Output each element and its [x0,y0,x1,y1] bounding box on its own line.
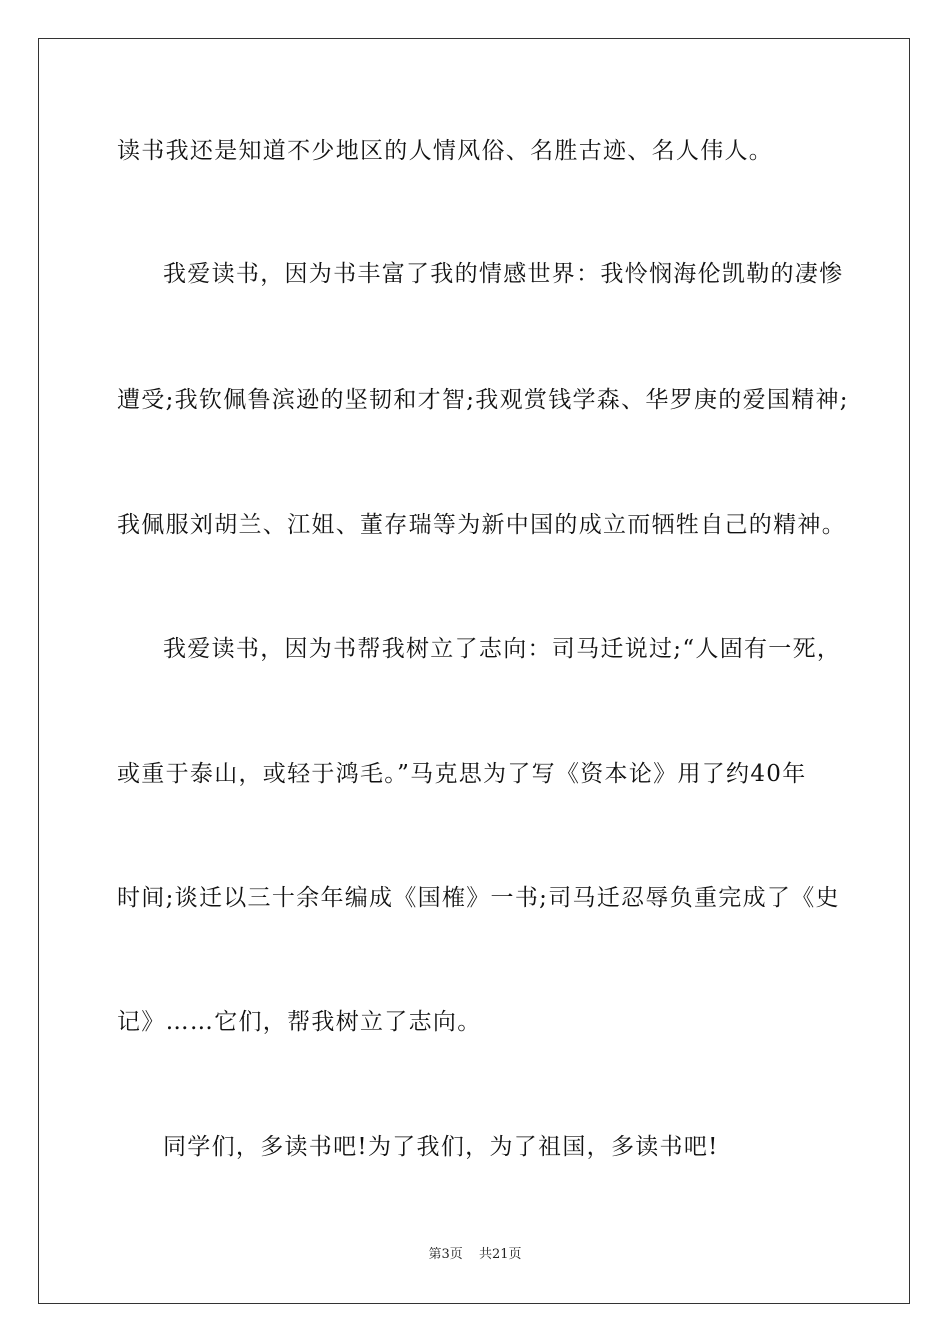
text-line: 我佩服刘胡兰、江姐、董存瑞等为新中国的成立而牺牲自己的精神。 [117,512,846,538]
text-line: 读书我还是知道不少地区的人情风俗、名胜古迹、名人伟人。 [117,138,774,164]
text-line: 或重于泰山，或轻于鸿毛。”马克思为了写《资本论》用了约40年 [117,761,807,787]
paragraph-start: 我爱读书，因为书帮我树立了志向：司马迁说过;“人固有一死， [163,636,842,662]
text-line: 记》……它们，帮我树立了志向。 [117,1009,482,1035]
page-border [38,38,910,1304]
paragraph-start: 我爱读书，因为书丰富了我的情感世界：我怜悯海伦凯勒的凄惨 [163,261,844,287]
paragraph-start: 同学们，多读书吧!为了我们，为了祖国，多读书吧! [163,1134,719,1160]
page-total: 共21页 [478,1247,522,1262]
text-line: 时间;谈迁以三十余年编成《国榷》一书;司马迁忍辱负重完成了《史 [117,885,840,911]
page-number: 第3页 [428,1247,463,1262]
page-footer [0,1247,950,1263]
text-line: 遭受;我钦佩鲁滨逊的坚韧和才智;我观赏钱学森、华罗庚的爱国精神; [117,387,849,413]
